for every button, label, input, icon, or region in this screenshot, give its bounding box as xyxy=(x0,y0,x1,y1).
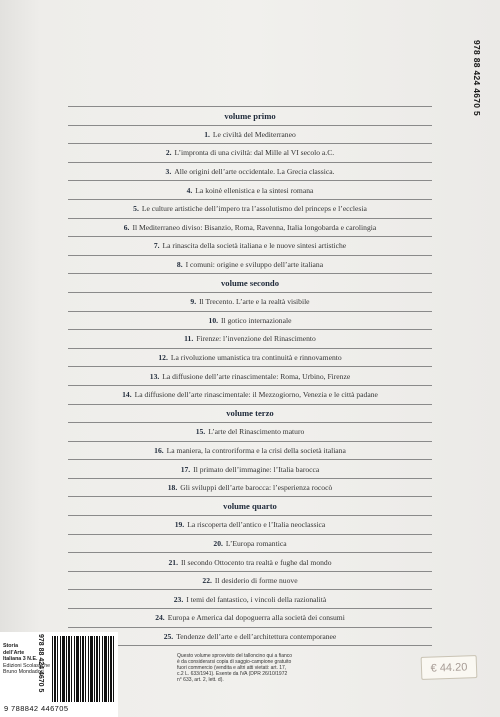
table-of-contents xyxy=(68,106,432,646)
book-series-line-2: dell’Arte xyxy=(3,649,25,656)
toc-chapter-row xyxy=(68,459,432,478)
chapter-title: Il secondo Ottocento tra realtà e fughe dal mondo xyxy=(180,557,332,567)
legal-notice xyxy=(177,653,317,683)
toc-chapter-row xyxy=(68,534,432,553)
chapter-number: 21. xyxy=(168,557,178,567)
barcode-image xyxy=(52,636,116,702)
chapter-title: Le culture artistiche dell’impero tra l’assolutismo del princeps e l’ecclesia xyxy=(141,204,367,214)
chapter-number: 10. xyxy=(208,315,219,325)
chapter-number: 11. xyxy=(184,334,194,344)
chapter-number: 17. xyxy=(180,464,191,474)
publisher-line-1: Edizioni Scolastiche xyxy=(3,662,51,669)
chapter-title: Il primato dell’immagine: l’Italia barocca xyxy=(193,464,320,474)
toc-chapter-row xyxy=(68,199,432,218)
chapter-number: 8. xyxy=(176,260,183,270)
chapter-number: 7. xyxy=(153,241,160,251)
toc-chapter-row xyxy=(68,422,432,441)
chapter-title: La diffusione dell’arte rinascimentale: Roma, Urbino, Firenze xyxy=(162,371,351,381)
toc-chapter-row xyxy=(68,608,432,627)
chapter-title: Le civiltà del Mediterraneo xyxy=(212,129,296,139)
volume-heading: volume primo xyxy=(68,106,432,125)
barcode-isbn-vertical: 978 88 424 4670 5 xyxy=(37,634,44,693)
toc-chapter-row xyxy=(68,478,432,497)
volume-heading: volume terzo xyxy=(68,404,432,423)
chapter-number: 24. xyxy=(155,613,165,623)
chapter-title: Il gotico internazionale xyxy=(221,315,292,325)
toc-chapter-row xyxy=(68,385,432,404)
chapter-number: 12. xyxy=(158,353,168,363)
chapter-title: L’arte del Rinascimento maturo xyxy=(208,427,305,437)
book-series-line-1: Storia xyxy=(3,643,19,649)
chapter-title: Gli sviluppi dell’arte barocca: l’esperienza rococò xyxy=(180,483,333,493)
chapter-number: 19. xyxy=(174,520,185,530)
chapter-number: 2. xyxy=(165,148,172,158)
toc-chapter-row xyxy=(68,255,432,274)
volume-heading: volume secondo xyxy=(68,273,432,292)
chapter-number: 15. xyxy=(195,427,206,437)
toc-chapter-row xyxy=(68,180,432,199)
chapter-title: Tendenze dell’arte e dell’architettura contemporanee xyxy=(176,631,337,641)
toc-chapter-row xyxy=(68,311,432,330)
chapter-title: La riscoperta dell’antico e l’Italia neoclassica xyxy=(187,520,326,530)
chapter-title: Firenze: l’invenzione del Rinascimento xyxy=(196,334,316,344)
toc-chapter-row xyxy=(68,571,432,590)
book-info xyxy=(3,643,59,676)
spine-isbn: 978 88 424 4670 5 xyxy=(472,40,482,117)
chapter-number: 5. xyxy=(133,204,139,214)
chapter-title: Il Mediterraneo diviso: Bisanzio, Roma, Ravenna, Italia longobarda e carolingia xyxy=(132,222,377,232)
chapter-title: La maniera, la controriforma e la crisi della società italiana xyxy=(166,445,346,455)
toc-bottom-rule xyxy=(68,645,432,646)
chapter-number: 4. xyxy=(186,185,193,195)
legal-line: è da considerarsi copia di saggio-campione gratuito xyxy=(177,659,292,666)
toc-chapter-row xyxy=(68,125,432,144)
toc-chapter-row xyxy=(68,589,432,608)
toc-chapter-row xyxy=(68,143,432,162)
toc-chapter-row xyxy=(68,292,432,311)
chapter-number: 22. xyxy=(202,576,212,586)
legal-line: fuori commercio (vendita e altri atti vietati: art. 17, xyxy=(177,665,287,672)
chapter-number: 16. xyxy=(154,445,164,455)
toc-chapter-row xyxy=(68,552,432,571)
chapter-number: 3. xyxy=(165,167,172,177)
toc-chapter-row xyxy=(68,515,432,534)
chapter-title: L’impronta di una civiltà: dal Mille al VI secolo a.C. xyxy=(174,148,335,158)
publisher-line-2: Bruno Mondadori xyxy=(3,669,44,676)
barcode-number: 9 788842 446705 xyxy=(4,704,69,713)
chapter-number: 6. xyxy=(123,222,130,232)
chapter-title: Il Trecento. L’arte e la realtà visibile xyxy=(199,297,310,307)
toc-chapter-row xyxy=(68,329,432,348)
legal-line: c.2 L. 633/1941). Esente da IVA (DPR 26/10/1972 xyxy=(177,671,288,678)
chapter-number: 20. xyxy=(213,538,223,548)
chapter-number: 9. xyxy=(190,297,197,307)
chapter-title: La koinè ellenistica e la sintesi romana xyxy=(195,185,314,195)
toc-chapter-row xyxy=(68,236,432,255)
chapter-title: Europa e America dal dopoguerra alla società dei consumi xyxy=(167,613,345,623)
chapter-number: 23. xyxy=(173,594,184,604)
toc-chapter-row xyxy=(68,162,432,181)
chapter-title: L’Europa romantica xyxy=(225,538,287,548)
toc-chapter-row xyxy=(68,348,432,367)
toc-chapter-row xyxy=(68,218,432,237)
chapter-title: Alle origini dell’arte occidentale. La Grecia classica. xyxy=(174,167,335,177)
toc-chapter-row xyxy=(68,441,432,460)
chapter-number: 18. xyxy=(167,483,178,493)
chapter-title: La rinascita della società italiana e le nuove sintesi artistiche xyxy=(162,241,347,251)
volume-heading: volume quarto xyxy=(68,496,432,515)
legal-line: n° 633, art. 2, lett. d). xyxy=(177,677,224,684)
toc-chapter-row xyxy=(68,627,432,646)
chapter-title: La diffusione dell’arte rinascimentale: il Mezzogiorno, Venezia e le città padane xyxy=(134,390,378,400)
chapter-title: La rivoluzione umanistica tra continuità e rinnovamento xyxy=(170,353,342,363)
chapter-title: I temi del fantastico, i vincoli della razionalità xyxy=(186,594,327,604)
price-sticker: € 44.20 xyxy=(421,655,478,680)
chapter-title: Il desiderio di forme nuove xyxy=(214,576,298,586)
chapter-number: 13. xyxy=(149,371,160,381)
legal-line: Questo volume sprovvisto del talloncino qui a fianco xyxy=(177,653,293,659)
book-series-line-3: Italiana 3 N.E. xyxy=(3,656,38,663)
chapter-title: I comuni: origine e sviluppo dell’arte italiana xyxy=(185,260,324,270)
chapter-number: 14. xyxy=(122,390,132,400)
chapter-number: 25. xyxy=(163,631,174,641)
toc-chapter-row xyxy=(68,366,432,385)
chapter-number: 1. xyxy=(204,129,210,139)
